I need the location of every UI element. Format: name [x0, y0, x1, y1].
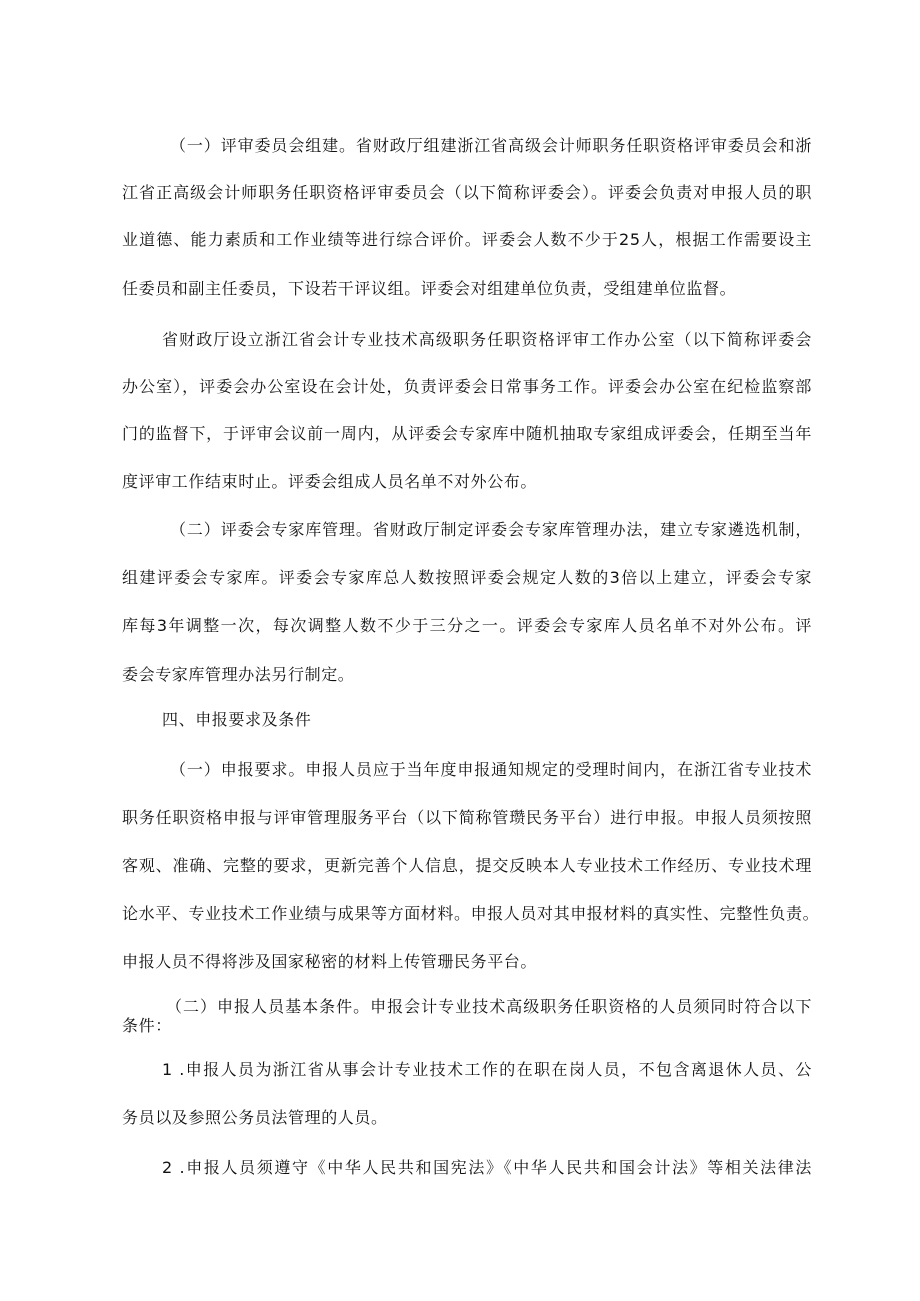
- text-line: 任委员和副主任委员，下设若干评议组。评委会对组建单位负责，受组建单位监督。: [122, 279, 737, 298]
- list-item: 1 .申报人员为浙江省从事会计专业技术工作的在职在岗人员，不包含离退休人员、公: [162, 1060, 812, 1079]
- section-heading: 四、申报要求及条件: [162, 710, 312, 729]
- text-line: 办公室），评委会办公室设在会计处，负责评委会日常事务工作。评委会办公室在纪检监察部: [122, 377, 812, 396]
- text-line: （一）申报要求。申报人员应于当年度申报通知规定的受理时间内，在浙江省专业技术: [170, 760, 812, 779]
- text-line: 条件：: [122, 1016, 172, 1035]
- text-line: 职务任职资格申报与评审管理服务平台（以下简称管瓒民务平台）进行申报。申报人员须按照: [122, 808, 812, 827]
- list-item: 2 .申报人员须遵守《中华人民共和国宪法》《中华人民共和国会计法》等相关法律法: [162, 1158, 812, 1177]
- text-line: 省财政厅设立浙江省会计专业技术高级职务任职资格评审工作办公室（以下简称评委会: [162, 330, 812, 349]
- text-line: 申报人员不得将涉及国家秘密的材料上传管珊民务平台。: [122, 952, 538, 971]
- text-line: 客观、准确、完整的要求，更新完善个人信息，提交反映本人专业技术工作经历、专业技术理: [122, 856, 812, 875]
- text-line: 业道德、能力素质和工作业绩等进行综合评价。评委会人数不少于25人，根据工作需要设主: [122, 230, 812, 249]
- text-line: 库每3年调整一次，每次调整人数不少于三分之一。评委会专家库人员名单不对外公布。评: [122, 616, 812, 635]
- text-line: 组建评委会专家库。评委会专家库总人数按照评委会规定人数的3倍以上建立，评委会专家: [122, 568, 812, 587]
- text-line: 度评审工作结束时止。评委会组成人员名单不对外公布。: [122, 472, 538, 491]
- text-line: （一）评审委员会组建。省财政厅组建浙江省高级会计师职务任职资格评审委员会和浙: [170, 136, 812, 155]
- text-line: 江省正高级会计师职务任职资格评审委员会（以下简称评委会）。评委会负责对申报人员的职: [122, 183, 812, 202]
- text-line: （二）评委会专家库管理。省财政厅制定评委会专家库管理办法，建立专家遴选机制，: [170, 520, 812, 539]
- text-line: 务员以及参照公务员法管理的人员。: [122, 1108, 388, 1127]
- text-line: 论水平、专业技术工作业绩与成果等方面材料。申报人员对其申报材料的真实性、完整性负责。: [122, 904, 820, 923]
- text-line: （二）申报人员基本条件。申报会计专业技术高级职务任职资格的人员须同时符合以下: [166, 997, 812, 1016]
- text-line: 委会专家库管理办法另行制定。: [122, 665, 355, 684]
- text-line: 门的监督下，于评审会议前一周内，从评委会专家库中随机抽取专家组成评委会，任期至当年: [122, 424, 812, 443]
